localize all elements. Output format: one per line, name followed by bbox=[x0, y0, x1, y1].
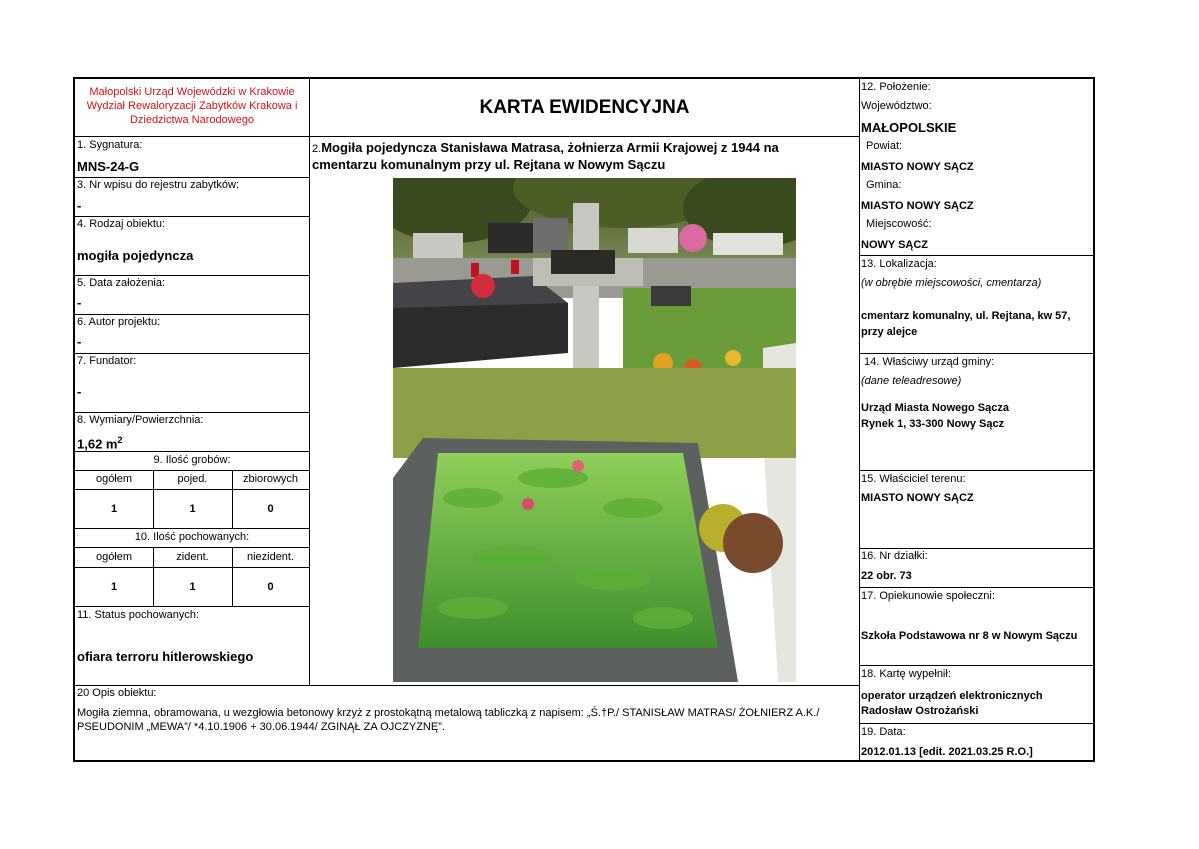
dimensions-label: 8. Wymiary/Powierzchnia: bbox=[77, 414, 204, 426]
graves-value-single: 1 bbox=[189, 503, 196, 515]
object-title-line-1: Mogiła pojedyncza Stanisława Matrasa, żołnierza Armii Krajowej z 1944 na bbox=[321, 140, 779, 155]
filled-line-1: operator urządzeń elektronicznych bbox=[861, 690, 1043, 702]
graves-header-total: ogółem bbox=[95, 473, 133, 485]
founded-value: - bbox=[77, 295, 82, 310]
office-line-2: Rynek 1, 33-300 Nowy Sącz bbox=[861, 418, 1005, 430]
description-line-2: PSEUDONIM „MEWA”/ *4.10.1906 + 30.06.1944/ ZGINĄŁ ZA OJCZYZNĘ”. bbox=[77, 721, 445, 733]
object-title-line-2: cmentarzu komunalnym przy ul. Rejtana w Nowym Sączu bbox=[312, 157, 666, 172]
author-value: - bbox=[77, 334, 82, 349]
dimensions-superscript: 2 bbox=[117, 435, 123, 445]
status-label: 11. Status pochowanych: bbox=[77, 609, 200, 621]
register-label: 3. Nr wpisu do rejestru zabytków: bbox=[77, 179, 240, 191]
office-line-3: Dziedzictwa Narodowego bbox=[129, 114, 255, 126]
commune-label: Gmina: bbox=[866, 179, 902, 191]
locality-value: NOWY SĄCZ bbox=[861, 239, 929, 251]
graves-value-total: 1 bbox=[110, 503, 118, 515]
buried-value-total: 1 bbox=[110, 581, 118, 593]
commune-value: MIASTO NOWY SĄCZ bbox=[861, 200, 974, 212]
register-value: - bbox=[77, 198, 82, 213]
plot-value: 22 obr. 73 bbox=[861, 570, 912, 582]
founder-value: - bbox=[77, 384, 82, 399]
owner-value: MIASTO NOWY SĄCZ bbox=[861, 492, 974, 504]
card-title: KARTA EWIDENCYJNA bbox=[479, 97, 690, 118]
date-label: 19. Data: bbox=[861, 726, 906, 738]
graves-header-single: pojed. bbox=[177, 473, 208, 485]
localization-line-1: cmentarz komunalny, ul. Rejtana, kw 57, bbox=[861, 310, 1071, 322]
office-line-1: Urząd Miasta Nowego Sącza bbox=[861, 402, 1009, 414]
status-value: ofiara terroru hitlerowskiego bbox=[77, 649, 254, 664]
dimensions-value: 1,62 $m^2$ bbox=[77, 435, 123, 452]
buried-label: 10. Ilość pochowanych: bbox=[134, 531, 250, 543]
owner-label: 15. Właściciel terenu: bbox=[861, 473, 966, 485]
voivodeship-label: Województwo: bbox=[861, 100, 932, 112]
localization-label: 13. Lokalizacja: bbox=[861, 258, 937, 270]
county-value: MIASTO NOWY SĄCZ bbox=[861, 161, 974, 173]
grave-photo-icon bbox=[393, 178, 796, 682]
buried-header-unidentified: niezident. bbox=[246, 551, 295, 563]
graves-value-collective: 0 bbox=[267, 503, 274, 515]
office-line-2: Wydział Rewaloryzacji Zabytków Krakowa i bbox=[86, 100, 298, 112]
description-line-1: Mogiła ziemna, obramowana, u wezgłowia betonowy krzyż z prostokątną metalową tabliczką z napisem: „Ś.†P./ STANISŁAW MATRAS/ ŻOŁNIERZ A.K./ bbox=[77, 707, 820, 719]
filled-line-2: Radosław Ostrożański bbox=[861, 705, 979, 717]
localization-line-2: przy alejce bbox=[861, 326, 918, 338]
buried-header-identified: zident. bbox=[176, 551, 209, 563]
graves-header-collective: zbiorowych bbox=[242, 473, 299, 485]
buried-value-identified: 1 bbox=[189, 581, 196, 593]
county-label: Powiat: bbox=[866, 140, 903, 152]
filled-label: 18. Kartę wypełnił: bbox=[861, 668, 951, 680]
localization-hint: (w obrębie miejscowości, cmentarza) bbox=[861, 277, 1042, 289]
office-hint: (dane teleadresowe) bbox=[861, 375, 962, 387]
guardians-label: 17. Opiekunowie społeczni: bbox=[861, 590, 995, 602]
guardians-value: Szkoła Podstawowa nr 8 w Nowym Sączu bbox=[861, 630, 1078, 642]
founder-label: 7. Fundator: bbox=[77, 355, 137, 367]
plot-label: 16. Nr działki: bbox=[861, 550, 928, 562]
graves-label: 9. Ilość grobów: bbox=[153, 454, 231, 466]
type-label: 4. Rodzaj obiektu: bbox=[77, 218, 166, 230]
object-title-num: 2. bbox=[312, 143, 322, 155]
object-title bbox=[312, 140, 857, 173]
signature-label: 1. Sygnatura: bbox=[77, 139, 143, 151]
signature-value: MNS-24-G bbox=[77, 159, 140, 174]
location-label: 12. Położenie: bbox=[861, 81, 931, 93]
issuing-office bbox=[75, 85, 309, 127]
type-value: mogiła pojedyncza bbox=[77, 248, 194, 263]
office-line-1: Małopolski Urząd Wojewódzki w Krakowie bbox=[89, 86, 295, 98]
buried-header-total: ogółem bbox=[95, 551, 133, 563]
office-label: 14. Właściwy urząd gminy: bbox=[864, 356, 995, 368]
grave-photo bbox=[393, 178, 796, 682]
locality-label: Miejscowość: bbox=[866, 218, 932, 230]
buried-value-unidentified: 0 bbox=[267, 581, 274, 593]
description-text bbox=[77, 706, 857, 734]
record-card bbox=[73, 77, 1095, 762]
founded-label: 5. Data założenia: bbox=[77, 277, 166, 289]
date-value: 2012.01.13 [edit. 2021.03.25 R.O.] bbox=[861, 746, 1033, 758]
voivodeship-value: MAŁOPOLSKIE bbox=[861, 120, 957, 135]
author-label: 6. Autor projektu: bbox=[77, 316, 161, 328]
description-label: 20 Opis obiektu: bbox=[77, 687, 157, 699]
